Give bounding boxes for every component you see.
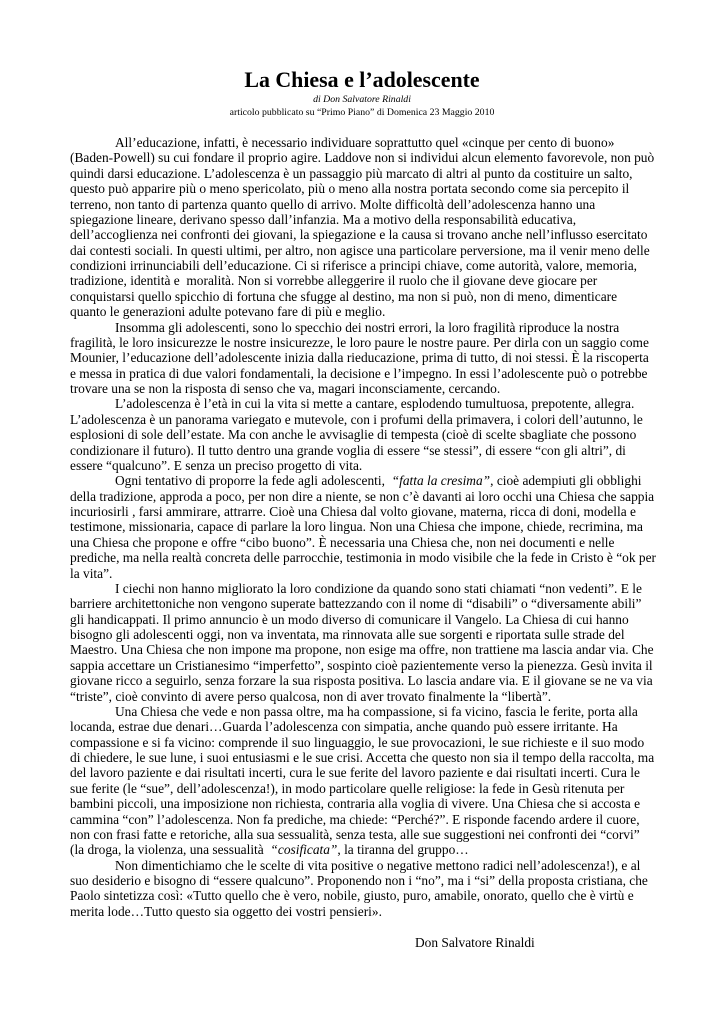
article-body xyxy=(70,135,680,919)
text-line: testimone, missionaria, capace di parlare la loro lingua. Non una Chiesa che impone, chiede, recrimina, ma xyxy=(70,519,643,535)
text-line xyxy=(70,842,680,857)
text-segment: Ogni tentativo di proporre la fede agli adolescenti, xyxy=(115,473,392,489)
text-line: non con frasi fatte e retoriche, alla sua sessualità, senza testa, alle sue suggestioni nei confronti dei “corvi” xyxy=(70,826,640,842)
text-line: sappia accettare un Cristianesimo “imperfetto”, sospinto cioè pazientemente verso la pienezza. Gesù invita il xyxy=(70,657,653,673)
text-line: condizionare il futuro). Il tutto dentro una grande voglia di essere “se stessi”, di essere “con gli altri”, di xyxy=(70,442,626,458)
paragraph xyxy=(70,135,680,320)
text-line: spiegazione lineare, derivano spesso dall’infanzia. Ma a motivo della responsabilità educativa, xyxy=(70,211,577,227)
text-line: fragilità, le loro insicurezze le nostre insicurezze, le loro paure le nostre paure. Per dirla con un saggio come xyxy=(70,334,649,350)
text-line: di chiedere, le sue lune, i suoi entusiasmi e le sue crisi. Accetta che questo non sia il tempo della raccolta, ma xyxy=(70,750,655,765)
text-line: cammina “con” l’adolescenza. Non fa prediche, ma chiede: “Perché?”. E risponde facendo ardere il cuore, xyxy=(70,811,640,827)
text-line: sue ferite (le “sue”, dell’adolescenza!), in modo particolare quelle religiose: la fede in Gesù ritenuta per xyxy=(70,780,625,796)
paragraph xyxy=(70,858,680,920)
text-line: Non dimentichiamo che le scelte di vita positive o negative mettono radici nell’adolescenza!), e al xyxy=(115,857,641,873)
text-line: Mounier, l’educazione dell’adolescente inizia dalla rieducazione, prima di tutto, di noi stessi. È la riscoperta xyxy=(70,350,649,366)
text-line: essere “qualcuno”. E senza un preciso progetto di vita. xyxy=(70,457,363,473)
text-segment: , cioè adempiuti gli obblighi xyxy=(490,473,642,489)
emphasized-text: “fatta la cresima” xyxy=(391,473,491,489)
text-line: I ciechi non hanno migliorato la loro condizione da quando sono stati chiamati “non vedenti”. E le xyxy=(115,580,642,596)
text-line: condizioni irrinunciabili dell’educazione. Ci si riferisce a principi chiave, come autorità, valore, memoria, xyxy=(70,258,638,273)
text-line: gli handicappati. Il primo annuncio è un modo diverso di comunicare il Vangelo. La Chiesa di cui hanno xyxy=(70,611,629,627)
text-line: merita lode…Tutto questo sia oggetto dei vostri pensieri». xyxy=(70,903,382,919)
text-line: una Chiesa che propone e offre “cibo buono”. È necessaria una Chiesa che, non nei documenti e nelle xyxy=(70,534,615,550)
text-line: suo desiderio e bisogno di “essere qualcuno”. Proponendo non i “no”, ma i “si” della proposta cristiana, che xyxy=(70,873,648,888)
text-line: terreno, non tanto di partenza quanto quello di arrivo. Molte difficoltà dell’adolescenza hanno una xyxy=(70,196,596,212)
text-line: barriere architettoniche non vengono superate battezzando con il nome di “disabili” o “diversamente abili” xyxy=(70,596,642,612)
publication-note: articolo pubblicato su “Primo Piano” di Domenica 23 Maggio 2010 xyxy=(229,107,495,118)
text-line: quanto le generazioni adulte potevano fare di più e meglio. xyxy=(70,304,386,320)
paragraph xyxy=(70,396,680,473)
text-line xyxy=(70,473,680,488)
text-line: del lavoro paziente e dai risultati incerti, cura le sue ferite del lavoro paziente e dai risultati incerti. Cura le xyxy=(70,765,640,781)
text-line: prediche, ma nella realtà concreta delle parrocchie, testimonia in modo visibile che la fede in Cristo è “ok per xyxy=(70,550,656,566)
text-line: bisogno gli adolescenti oggi, non va inventata, ma rinnovata alle sue sorgenti e riportata sulle strade del xyxy=(70,627,625,642)
article-byline: di Don Salvatore Rinaldi xyxy=(313,94,411,105)
text-line: L’adolescenza è un panorama variegato e mutevole, con i profumi della primavera, i colori dell’autunno, le xyxy=(70,411,643,427)
text-line: della tradizione, approda a poco, per non dire a niente, se non c’è davanti ai loro occhi una Chiesa che sappia xyxy=(70,488,655,504)
text-line: All’educazione, infatti, è necessario individuare soprattutto quel «cinque per cento di buono» xyxy=(115,135,615,150)
text-line: quindi darsi educazione. L’adolescenza è un passaggio più marcato di altri al punto da costituire un salto, xyxy=(70,165,633,181)
text-line: dell’accoglienza nei confronti dei giovani, la spiegazione e la causa si trovano anche nell’influsso esercitato xyxy=(70,227,648,243)
text-line: (Baden-Powell) su cui fondare il proprio agire. Laddove non si individui alcun elemento favorevole, non può xyxy=(70,150,655,166)
text-line: trovare una se non la risposta di senso che va, magari inconsciamente, cercando. xyxy=(70,381,501,396)
paragraph xyxy=(70,473,680,581)
text-line: Paolo sintetizza così: «Tutto quello che è vero, nobile, giusto, puro, amabile, onorato, quello che è virtù e xyxy=(70,888,634,904)
text-line: locanda, estrae due denari…Guarda l’adolescenza con simpatia, anche quando può essere irritante. Ha xyxy=(70,719,618,735)
article-title: La Chiesa e l’adolescente xyxy=(244,67,480,92)
text-line: e messa in pratica di due valori fondamentali, la decisione e l’impegno. In essi l’adolescente può o potrebbe xyxy=(70,365,648,381)
text-line: Maestro. Una Chiesa che non impone ma propone, non esige ma offre, non trattiene ma lascia andar via. Che xyxy=(70,642,654,658)
text-line: conquistarsi quello spicchio di fortuna che sfugge al destino, ma non si può, non di meno, dimenticare xyxy=(70,288,618,304)
emphasized-text: “cosificata” xyxy=(270,842,338,858)
text-segment: (la droga, la violenza, una sessualità xyxy=(70,842,271,858)
text-segment: , la tiranna del gruppo… xyxy=(337,842,469,858)
text-line: questo può apparire più o meno spericolato, più o meno alla nostra portata secondo come sia percepito il xyxy=(70,181,630,197)
text-line: compassione e si fa vicino: comprende il suo linguaggio, le sue provocazioni, le sue richieste e il suo modo xyxy=(70,734,645,750)
text-line: Insomma gli adolescenti, sono lo specchio dei nostri errori, la loro fragilità riproduce la nostra xyxy=(115,319,620,335)
text-line: dai contesti sociali. In questi ultimi, per altro, non agisce una particolare perversione, ma il venir meno delle xyxy=(70,242,650,258)
text-line: incuriosirli , farsi ammirare, attrarre. Cioè una Chiesa dal volto giovane, materna, ricca di doni, modella e xyxy=(70,504,636,519)
text-line: tradizione, identità e moralità. Non si vorrebbe alleggerire il ruolo che il giovane deve giocare per xyxy=(70,273,598,289)
paragraph xyxy=(70,320,680,397)
text-line: “triste”, cioè convinto di avere perso qualcosa, non di aver trovato finalmente la “libertà”. xyxy=(70,688,552,704)
text-line: giovane ricco a seguirlo, senza forzare la sua risposta positiva. Lo lascia andare via. E il giovane se ne va via xyxy=(70,673,653,689)
text-line: la vita”. xyxy=(70,565,113,581)
paragraph xyxy=(70,581,680,704)
paragraph xyxy=(70,704,680,858)
text-line: bambini piccoli, una imposizione non richiesta, contraria alla voglia di vivere. Una Chiesa che si accosta e xyxy=(70,796,641,812)
text-line: esplosioni di sole dell’estate. Ma con anche le avvisaglie di tempesta (cioè di scelte sbagliate che possono xyxy=(70,427,637,443)
author-signature: Don Salvatore Rinaldi xyxy=(415,935,535,950)
text-line: L’adolescenza è l’età in cui la vita si mette a cantare, esplodendo tumultuosa, prepotente, allegra. xyxy=(115,396,635,412)
text-line: Una Chiesa che vede e non passa oltre, ma ha compassione, si fa vicino, fascia le ferite, porta alla xyxy=(115,703,638,719)
